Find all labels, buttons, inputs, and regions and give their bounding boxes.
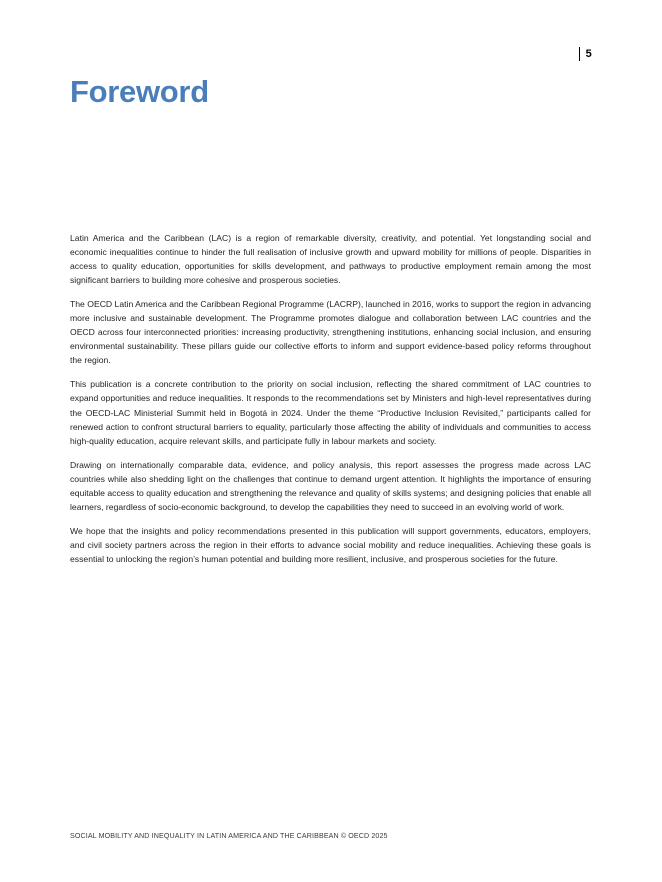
body-content: [70, 231, 591, 566]
paragraph: Drawing on internationally comparable data, evidence, and policy analysis, this report assesses the progress made across LAC countries while also shedding light on the challenges that continue to demand urgent attention. It highlights the importance of ensuring equitable access to quality education and strengthening the relevance and quality of skills systems; and designing policies that enable all learners, regardless of socio-economic background, to develop the capabilities they need to succeed in an evolving world of work.: [70, 459, 591, 512]
paragraph: Latin America and the Caribbean (LAC) is a region of remarkable diversity, creativity, and potential. Yet longstanding social and economic inequalities continue to hinder the full realisation of inclusive growth and upward mobility for millions of people. Disparities in access to quality education, opportunities for skills development, and pathways to productive employment remain among the most significant barriers to building more cohesive and prosperous societies.: [70, 233, 591, 286]
page-title: Foreword: [70, 74, 209, 109]
page-number: 5: [579, 47, 592, 61]
page-footer: [70, 831, 591, 841]
paragraph: The OECD Latin America and the Caribbean Regional Programme (LACRP), launched in 2016, works to support the region in advancing more inclusive and sustainable development. The Programme promotes dialogue and collaboration between LAC countries and the OECD across four interconnected priorities: increasing productivity, strengthening institutions, enhancing social inclusion, and ensuring environmental sustainability. These pillars guide our collective efforts to inform and support evidence-based policy reforms throughout the region.: [70, 299, 591, 366]
page-header: [70, 44, 592, 62]
paragraph: We hope that the insights and policy recommendations presented in this publication will support governments, educators, employers, and civil society partners across the region in their efforts to advance social mobility and reduce inequalities. Achieving these goals is essential to unlocking the region’s human potential and building more resilient, inclusive, and prosperous societies for the future.: [70, 525, 591, 564]
paragraph: This publication is a concrete contribution to the priority on social inclusion, reflecting the shared commitment of LAC countries to expand opportunities and reduce inequalities. It responds to the recommendations set by Ministers and high-level representatives during the OECD-LAC Ministerial Summit held in Bogotá in 2024. Under the theme “Productive Inclusion Revisited,” participants called for renewed action to confront structural barriers to equality, particularly those affecting the ability of individuals and communities to access high-quality education, acquire relevant skills, and participate fully in labour markets and society.: [70, 379, 591, 446]
footer-publication-line: SOCIAL MOBILITY AND INEQUALITY IN LATIN AMERICA AND THE CARIBBEAN © OECD 2025: [70, 832, 388, 840]
